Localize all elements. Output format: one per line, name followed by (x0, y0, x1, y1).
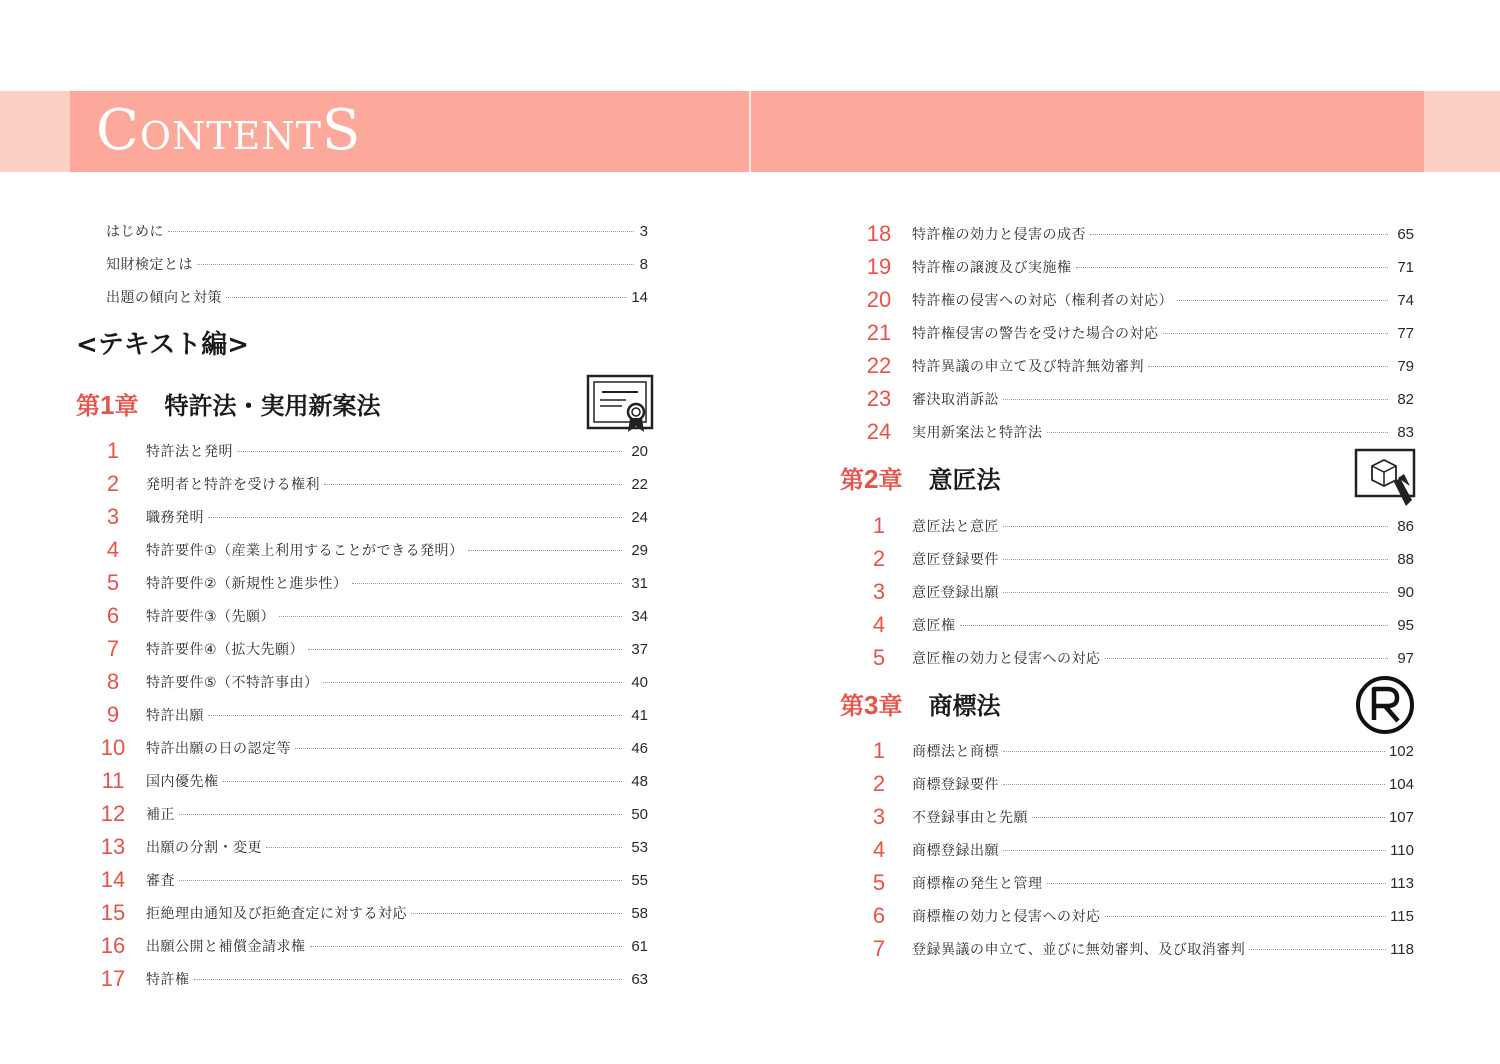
item-number: 2 (106, 471, 120, 496)
leader-dots (1105, 658, 1389, 659)
leader-dots (237, 451, 622, 452)
page-number: 55 (631, 871, 648, 889)
page-number: 110 (1390, 841, 1414, 859)
page-number: 115 (1390, 907, 1414, 925)
leader-dots (266, 847, 622, 848)
leader-dots (1003, 592, 1388, 593)
item-label: 特許異議の申立て及び特許無効審判 (912, 359, 1144, 375)
toc-row[interactable] (866, 579, 1414, 605)
leader-dots (1148, 366, 1388, 367)
item-label: 発明者と特許を受ける権利 (146, 477, 320, 493)
item-number: 6 (106, 603, 120, 628)
page-number: 74 (1397, 291, 1414, 309)
item-number: 7 (106, 636, 120, 661)
toc-row[interactable] (100, 834, 648, 860)
toc-row[interactable] (100, 504, 648, 530)
intro-row[interactable] (106, 284, 648, 310)
page-number: 107 (1388, 808, 1414, 826)
toc-row[interactable] (100, 933, 648, 959)
page-number: 63 (631, 970, 648, 988)
toc-row[interactable] (866, 254, 1414, 280)
item-number: 3 (106, 504, 120, 529)
page-number: 53 (631, 838, 648, 856)
page-number: 31 (631, 574, 648, 592)
item-number: 5 (106, 570, 120, 595)
item-number: 5 (872, 870, 886, 895)
item-label: 特許要件⑤（不特許事由） (146, 675, 319, 691)
page-number: 113 (1390, 874, 1414, 892)
item-number: 1 (872, 513, 886, 538)
toc-row[interactable] (100, 702, 648, 728)
page-number: 65 (1397, 225, 1414, 243)
item-number: 3 (872, 804, 886, 829)
leader-dots (208, 517, 622, 518)
leader-dots (310, 946, 623, 947)
chapter-2-heading (840, 460, 1000, 495)
item-number: 2 (872, 771, 886, 796)
item-number: 5 (872, 645, 886, 670)
leader-dots (1177, 300, 1388, 301)
item-label: 意匠権 (912, 618, 956, 634)
toc-row[interactable] (100, 735, 648, 761)
item-label: 出願の分割・変更 (146, 840, 262, 856)
chapter-3-heading (840, 686, 1000, 721)
leader-dots (1047, 432, 1389, 433)
page-number: 61 (631, 937, 648, 955)
page-number: 104 (1388, 775, 1414, 793)
item-label: 特許権の譲渡及び実施権 (912, 260, 1072, 276)
intro-label: 知財検定とは (106, 257, 193, 273)
toc-row[interactable] (100, 471, 648, 497)
leader-dots (324, 484, 622, 485)
item-label: 商標権の効力と侵害への対応 (912, 909, 1101, 925)
leader-dots (279, 616, 622, 617)
leader-dots (1249, 949, 1386, 950)
page-number: 50 (631, 805, 648, 823)
toc-row[interactable] (866, 771, 1414, 797)
item-label: 特許権侵害の警告を受けた場合の対応 (912, 326, 1159, 342)
item-label: 特許法と発明 (146, 444, 233, 460)
item-number: 1 (872, 738, 886, 763)
registered-mark-icon (1354, 674, 1416, 736)
leader-dots (179, 880, 622, 881)
item-label: 特許出願の日の認定等 (146, 741, 291, 757)
toc-row[interactable] (100, 900, 648, 926)
page-number: 90 (1397, 583, 1414, 601)
item-number: 14 (100, 867, 126, 892)
item-label: 職務発明 (146, 510, 204, 526)
leader-dots (194, 979, 623, 980)
leader-dots (223, 781, 623, 782)
item-label: 特許要件④（拡大先願） (146, 642, 305, 658)
leader-dots (323, 682, 622, 683)
leader-dots (411, 913, 622, 914)
chapter-title: 商標法 (928, 692, 1001, 720)
page-number: 83 (1397, 423, 1414, 441)
toc-row[interactable] (866, 870, 1414, 896)
leader-dots (295, 748, 622, 749)
intro-label: 出題の傾向と対策 (106, 290, 222, 306)
item-number: 13 (100, 834, 126, 859)
item-number: 24 (866, 419, 892, 444)
item-number: 4 (872, 612, 886, 637)
design-cube-icon (1354, 448, 1418, 510)
certificate-icon (586, 374, 656, 434)
item-label: 意匠登録要件 (912, 552, 999, 568)
item-label: 意匠登録出願 (912, 585, 999, 601)
toc-row[interactable] (866, 419, 1414, 445)
item-number: 11 (101, 768, 125, 793)
leader-dots (168, 231, 634, 232)
toc-row[interactable] (866, 353, 1414, 379)
chapter-title: 特許法・実用新案法 (164, 392, 381, 420)
page-number: 118 (1390, 940, 1414, 958)
page-number: 95 (1397, 616, 1414, 634)
toc-row[interactable] (100, 966, 648, 992)
item-label: 出願公開と補償金請求権 (146, 939, 306, 955)
intro-row[interactable] (106, 218, 648, 244)
item-label: 登録異議の申立て、並びに無効審判、及び取消審判 (912, 942, 1246, 958)
leader-dots (1003, 784, 1385, 785)
page-number: 14 (631, 288, 648, 306)
leader-dots (197, 264, 634, 265)
item-number: 12 (100, 801, 126, 826)
page-number: 34 (631, 607, 648, 625)
toc-row[interactable] (100, 570, 648, 596)
item-number: 17 (100, 966, 126, 991)
item-label: 商標登録要件 (912, 777, 999, 793)
item-label: 意匠法と意匠 (912, 519, 999, 535)
item-label: 不登録事由と先願 (912, 810, 1028, 826)
page-number: 40 (631, 673, 648, 691)
page-number: 86 (1397, 517, 1414, 535)
toc-row[interactable] (866, 903, 1414, 929)
page-number: 22 (631, 475, 648, 493)
item-number: 7 (872, 936, 886, 961)
item-label: 特許権の侵害への対応（権利者の対応） (912, 293, 1173, 309)
leader-dots (1003, 526, 1388, 527)
item-label: 特許権の効力と侵害の成否 (912, 227, 1086, 243)
leader-dots (1032, 817, 1385, 818)
leader-dots (1003, 559, 1388, 560)
item-number: 19 (866, 254, 892, 279)
toc-row[interactable] (866, 645, 1414, 671)
page-number: 58 (631, 904, 648, 922)
header-band-right (751, 91, 1424, 172)
contents-title: CONTENTS (96, 98, 362, 163)
page-number: 102 (1388, 742, 1414, 760)
chapter-number: 第3章 (840, 690, 903, 720)
item-label: 特許要件①（産業上利用することができる発明） (146, 543, 464, 559)
page-number: 41 (631, 706, 648, 724)
item-number: 1 (106, 438, 120, 463)
item-number: 3 (872, 579, 886, 604)
item-label: 特許権 (146, 972, 190, 988)
toc-row[interactable] (100, 438, 648, 464)
item-number: 4 (106, 537, 120, 562)
leader-dots (308, 649, 622, 650)
item-label: 審査 (146, 873, 175, 889)
chapter-number: 第2章 (840, 464, 903, 494)
leader-dots (1003, 850, 1386, 851)
page-number: 29 (631, 541, 648, 559)
item-label: 実用新案法と特許法 (912, 425, 1043, 441)
page-number: 79 (1397, 357, 1414, 375)
item-number: 15 (100, 900, 126, 925)
item-label: 拒絶理由通知及び拒絶査定に対する対応 (146, 906, 407, 922)
toc-row[interactable] (100, 636, 648, 662)
chapter-1-heading (76, 386, 380, 421)
leader-dots (352, 583, 622, 584)
leader-dots (1163, 333, 1389, 334)
item-label: 特許出願 (146, 708, 204, 724)
header-band-right-edge (1424, 91, 1500, 172)
item-label: 商標法と商標 (912, 744, 999, 760)
page-number: 88 (1397, 550, 1414, 568)
leader-dots (1076, 267, 1389, 268)
toc-row[interactable] (100, 867, 648, 893)
leader-dots (1003, 751, 1385, 752)
page-number: 37 (631, 640, 648, 658)
item-number: 22 (866, 353, 892, 378)
item-number: 8 (106, 669, 120, 694)
toc-row[interactable] (866, 837, 1414, 863)
page-number: 8 (639, 255, 648, 273)
toc-row[interactable] (866, 612, 1414, 638)
intro-row[interactable] (106, 251, 648, 277)
item-label: 商標登録出願 (912, 843, 999, 859)
item-label: 特許要件②（新規性と進歩性） (146, 576, 348, 592)
toc-row[interactable] (100, 669, 648, 695)
toc-row[interactable] (866, 221, 1414, 247)
section-title: <テキスト編> (76, 330, 250, 360)
item-number: 2 (872, 546, 886, 571)
item-number: 16 (100, 933, 126, 958)
item-label: 意匠権の効力と侵害への対応 (912, 651, 1101, 667)
item-number: 10 (100, 735, 126, 760)
leader-dots (226, 297, 627, 298)
item-number: 21 (866, 320, 892, 345)
item-label: 特許要件③（先願） (146, 609, 276, 625)
toc-row[interactable] (100, 603, 648, 629)
toc-row[interactable] (866, 804, 1414, 830)
toc-row[interactable] (866, 386, 1414, 412)
leader-dots (468, 550, 622, 551)
item-number: 18 (866, 221, 892, 246)
chapter-number: 第1章 (76, 390, 139, 420)
page-number: 82 (1397, 390, 1414, 408)
toc-row[interactable] (100, 768, 648, 794)
page-number: 3 (639, 222, 648, 240)
item-number: 20 (866, 287, 892, 312)
leader-dots (1047, 883, 1387, 884)
toc-row[interactable] (100, 801, 648, 827)
item-label: 商標権の発生と管理 (912, 876, 1043, 892)
leader-dots (208, 715, 622, 716)
leader-dots (960, 625, 1389, 626)
toc-row[interactable] (866, 320, 1414, 346)
item-number: 23 (866, 386, 892, 411)
item-label: 審決取消訴訟 (912, 392, 999, 408)
item-number: 4 (872, 837, 886, 862)
leader-dots (179, 814, 622, 815)
item-number: 6 (872, 903, 886, 928)
intro-label: はじめに (106, 224, 164, 240)
page-number: 20 (631, 442, 648, 460)
header-band-left-edge (0, 91, 70, 172)
toc-row[interactable] (866, 546, 1414, 572)
page-number: 48 (631, 772, 648, 790)
leader-dots (1090, 234, 1388, 235)
page-number: 24 (631, 508, 648, 526)
toc-row[interactable] (866, 738, 1414, 764)
item-label: 国内優先権 (146, 774, 219, 790)
toc-row[interactable] (866, 287, 1414, 313)
page-number: 77 (1397, 324, 1414, 342)
page-number: 97 (1397, 649, 1414, 667)
item-label: 補正 (146, 807, 175, 823)
leader-dots (1105, 916, 1387, 917)
page-number: 46 (631, 739, 648, 757)
chapter-title: 意匠法 (928, 466, 1001, 494)
page-number: 71 (1397, 258, 1414, 276)
toc-row[interactable] (866, 513, 1414, 539)
item-number: 9 (106, 702, 120, 727)
leader-dots (1003, 399, 1388, 400)
toc-row[interactable] (100, 537, 648, 563)
toc-row[interactable] (866, 936, 1414, 962)
